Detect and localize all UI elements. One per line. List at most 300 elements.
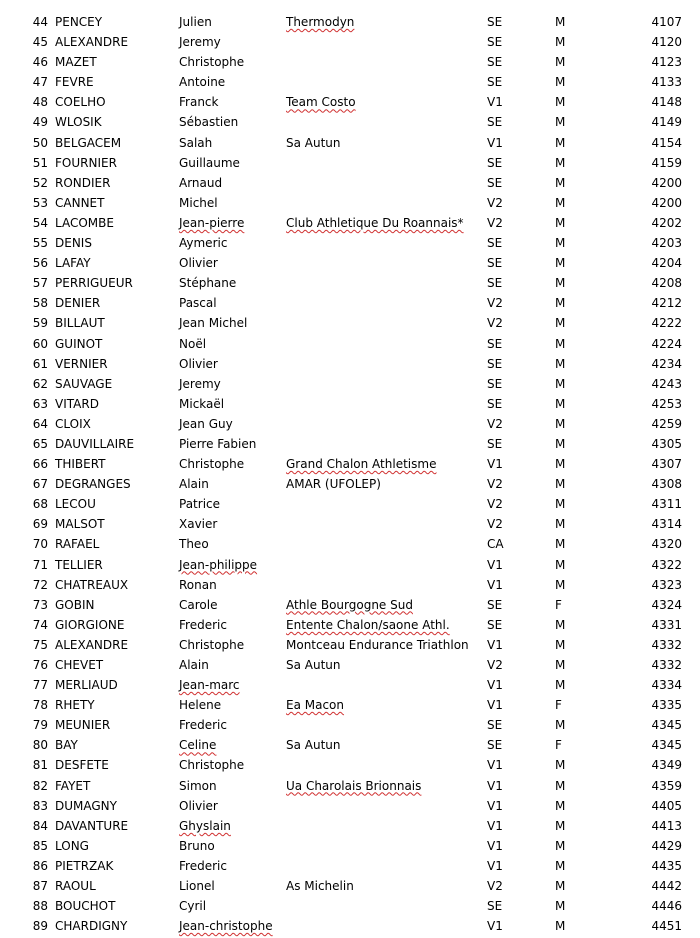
time-cell: 4311	[651, 497, 682, 512]
category-cell: V1	[487, 778, 503, 793]
category-cell: V1	[487, 698, 503, 713]
time-cell: 4435	[651, 858, 682, 873]
table-row	[0, 313, 700, 333]
first-name-cell: Olivier	[179, 256, 218, 271]
time-cell: 4359	[651, 778, 682, 793]
sex-cell: M	[555, 858, 566, 873]
table-row	[0, 575, 700, 595]
category-cell: V1	[487, 557, 503, 572]
time-cell: 4451	[651, 919, 682, 934]
rank-cell: 59	[32, 316, 48, 331]
time-cell: 4307	[651, 457, 682, 472]
last-name-cell: LACOMBE	[55, 215, 114, 230]
first-name-cell: Cyril	[179, 899, 207, 914]
first-name-cell: Noël	[179, 336, 207, 351]
last-name-cell: DAUVILLAIRE	[55, 436, 135, 451]
time-cell: 4120	[651, 35, 682, 50]
rank-cell: 87	[32, 879, 48, 894]
rank-cell: 74	[32, 617, 48, 632]
rank-cell: 56	[32, 256, 48, 271]
table-row	[0, 334, 700, 354]
rank-cell: 68	[32, 497, 48, 512]
last-name-cell: DENIER	[55, 296, 101, 311]
time-cell: 4332	[651, 658, 682, 672]
time-cell: 4334	[651, 678, 682, 693]
category-cell: V2	[487, 477, 503, 492]
rank-cell: 86	[32, 858, 48, 873]
category-cell: SE	[487, 597, 503, 612]
sex-cell: M	[555, 436, 566, 451]
time-cell: 4335	[651, 698, 682, 713]
rank-cell: 52	[32, 175, 48, 190]
time-cell: 4208	[651, 276, 682, 291]
table-row	[0, 92, 700, 112]
category-cell: V2	[487, 497, 503, 512]
first-name-cell: Christophe	[179, 637, 245, 652]
last-name-cell: ALEXANDRE	[55, 35, 129, 50]
last-name-cell: CHEVET	[55, 658, 104, 672]
time-cell: 4345	[651, 738, 682, 753]
sex-cell: M	[555, 517, 566, 532]
last-name-cell: CLOIX	[55, 416, 91, 431]
sex-cell: M	[555, 658, 566, 672]
table-row	[0, 112, 700, 132]
rank-cell: 50	[32, 135, 48, 150]
first-name-cell: Celine	[179, 738, 217, 753]
sex-cell: M	[555, 55, 566, 70]
rank-cell: 48	[32, 95, 48, 110]
club-cell: Thermodyn	[286, 15, 355, 29]
first-name-cell: Frederic	[179, 718, 227, 733]
rank-cell: 73	[32, 597, 48, 612]
table-row	[0, 896, 700, 916]
table-row	[0, 153, 700, 173]
time-cell: 4212	[651, 296, 682, 311]
sex-cell: M	[555, 557, 566, 572]
first-name-cell: Jean Guy	[179, 416, 233, 431]
last-name-cell: CANNET	[55, 195, 105, 210]
time-cell: 4405	[651, 798, 682, 813]
time-cell: 4442	[651, 879, 682, 894]
time-cell: 4243	[651, 376, 682, 391]
first-name-cell: Helene	[179, 698, 222, 713]
sex-cell: M	[555, 798, 566, 813]
sex-cell: M	[555, 416, 566, 431]
category-cell: SE	[487, 236, 503, 251]
table-row	[0, 635, 700, 655]
time-cell: 4332	[651, 637, 682, 652]
time-cell: 4308	[651, 477, 682, 492]
time-cell: 4234	[651, 356, 682, 371]
last-name-cell: MALSOT	[55, 517, 105, 532]
club-cell: Entente Chalon/saone Athl.	[286, 617, 450, 632]
table-row	[0, 72, 700, 92]
category-cell: SE	[487, 276, 503, 291]
sex-cell: M	[555, 256, 566, 271]
last-name-cell: LAFAY	[55, 256, 91, 271]
rank-cell: 70	[32, 537, 48, 552]
last-name-cell: BOUCHOT	[55, 899, 116, 914]
category-cell: V1	[487, 758, 503, 773]
table-row	[0, 273, 700, 293]
sex-cell: M	[555, 718, 566, 733]
time-cell: 4148	[651, 95, 682, 110]
table-row	[0, 434, 700, 454]
time-cell: 4203	[651, 236, 682, 251]
rank-cell: 69	[32, 517, 48, 532]
sex-cell: M	[555, 35, 566, 50]
rank-cell: 51	[32, 155, 48, 170]
first-name-cell: Aymeric	[179, 236, 228, 251]
rank-cell: 80	[32, 738, 48, 753]
last-name-cell: WLOSIK	[55, 115, 102, 130]
time-cell: 4259	[651, 416, 682, 431]
table-row	[0, 414, 700, 434]
first-name-cell: Antoine	[179, 75, 226, 90]
last-name-cell: VITARD	[55, 396, 99, 411]
sex-cell: M	[555, 919, 566, 934]
table-row	[0, 916, 700, 936]
last-name-cell: GUINOT	[55, 336, 103, 351]
first-name-cell: Michel	[179, 195, 218, 210]
category-cell: SE	[487, 899, 503, 914]
last-name-cell: BILLAUT	[55, 316, 105, 331]
category-cell: SE	[487, 155, 503, 170]
category-cell: V1	[487, 798, 503, 813]
table-row	[0, 193, 700, 213]
table-row	[0, 856, 700, 876]
last-name-cell: PERRIGUEUR	[55, 276, 133, 291]
first-name-cell: Patrice	[179, 497, 221, 512]
sex-cell: M	[555, 276, 566, 291]
sex-cell: M	[555, 296, 566, 311]
rank-cell: 57	[32, 276, 48, 291]
sex-cell: M	[555, 577, 566, 592]
first-name-cell: Olivier	[179, 356, 218, 371]
sex-cell: M	[555, 497, 566, 512]
sex-cell: M	[555, 617, 566, 632]
first-name-cell: Christophe	[179, 55, 245, 70]
last-name-cell: RAFAEL	[55, 537, 100, 552]
rank-cell: 55	[32, 236, 48, 251]
category-cell: CA	[487, 537, 504, 552]
time-cell: 4253	[651, 396, 682, 411]
time-cell: 4149	[651, 115, 682, 130]
first-name-cell: Christophe	[179, 758, 245, 773]
category-cell: V1	[487, 637, 503, 652]
last-name-cell: RONDIER	[55, 175, 111, 190]
table-row	[0, 494, 700, 514]
club-cell: AMAR (UFOLEP)	[286, 477, 381, 492]
time-cell: 4159	[651, 155, 682, 170]
category-cell: V1	[487, 858, 503, 873]
time-cell: 4107	[651, 15, 682, 29]
last-name-cell: BAY	[55, 738, 78, 753]
category-cell: SE	[487, 718, 503, 733]
last-name-cell: FOURNIER	[55, 155, 117, 170]
table-row	[0, 776, 700, 796]
last-name-cell: MEUNIER	[55, 718, 111, 733]
first-name-cell: Jean-pierre	[179, 215, 245, 230]
last-name-cell: LECOU	[55, 497, 96, 512]
time-cell: 4446	[651, 899, 682, 914]
last-name-cell: CHARDIGNY	[55, 919, 128, 934]
time-cell: 4305	[651, 436, 682, 451]
rank-cell: 79	[32, 718, 48, 733]
table-row	[0, 233, 700, 253]
sex-cell: M	[555, 336, 566, 351]
table-row	[0, 12, 700, 32]
rank-cell: 63	[32, 396, 48, 411]
category-cell: V1	[487, 457, 503, 472]
first-name-cell: Guillaume	[179, 155, 240, 170]
sex-cell: M	[555, 778, 566, 793]
category-cell: SE	[487, 617, 503, 632]
club-cell: Athle Bourgogne Sud	[286, 597, 413, 612]
sex-cell: M	[555, 175, 566, 190]
table-row	[0, 715, 700, 735]
first-name-cell: Theo	[179, 537, 209, 552]
club-cell: Grand Chalon Athletisme	[286, 457, 437, 472]
sex-cell: M	[555, 15, 566, 29]
table-row	[0, 534, 700, 554]
first-name-cell: Jean-philippe	[179, 557, 258, 572]
table-row	[0, 655, 700, 675]
last-name-cell: DESFETE	[55, 758, 109, 773]
rank-cell: 85	[32, 838, 48, 853]
first-name-cell: Julien	[179, 15, 212, 29]
category-cell: V1	[487, 95, 503, 110]
first-name-cell: Simon	[179, 778, 217, 793]
category-cell: V1	[487, 818, 503, 833]
rank-cell: 64	[32, 416, 48, 431]
sex-cell: M	[555, 195, 566, 210]
first-name-cell: Ronan	[179, 577, 217, 592]
sex-cell: M	[555, 678, 566, 693]
time-cell: 4413	[651, 818, 682, 833]
table-row	[0, 253, 700, 273]
first-name-cell: Christophe	[179, 457, 245, 472]
table-row	[0, 735, 700, 755]
time-cell: 4200	[651, 175, 682, 190]
first-name-cell: Alain	[179, 658, 209, 672]
last-name-cell: MAZET	[55, 55, 97, 70]
rank-cell: 82	[32, 778, 48, 793]
sex-cell: M	[555, 838, 566, 853]
rank-cell: 58	[32, 296, 48, 311]
rank-cell: 84	[32, 818, 48, 833]
category-cell: V2	[487, 215, 503, 230]
table-row	[0, 133, 700, 153]
sex-cell: M	[555, 758, 566, 773]
rank-cell: 78	[32, 698, 48, 713]
last-name-cell: CHATREAUX	[55, 577, 129, 592]
category-cell: SE	[487, 75, 503, 90]
club-cell: Montceau Endurance Triathlon	[286, 637, 469, 652]
rank-cell: 53	[32, 195, 48, 210]
time-cell: 4204	[651, 256, 682, 271]
rank-cell: 54	[32, 215, 48, 230]
first-name-cell: Alain	[179, 477, 209, 492]
first-name-cell: Lionel	[179, 879, 215, 894]
first-name-cell: Olivier	[179, 798, 218, 813]
sex-cell: M	[555, 115, 566, 130]
table-row	[0, 695, 700, 715]
club-cell: Sa Autun	[286, 738, 341, 753]
club-cell: Ua Charolais Brionnais	[286, 778, 422, 793]
time-cell: 4222	[651, 316, 682, 331]
last-name-cell: FAYET	[55, 778, 91, 793]
category-cell: SE	[487, 396, 503, 411]
sex-cell: M	[555, 215, 566, 230]
category-cell: SE	[487, 115, 503, 130]
last-name-cell: SAUVAGE	[55, 376, 113, 391]
time-cell: 4123	[651, 55, 682, 70]
first-name-cell: Bruno	[179, 838, 215, 853]
rank-cell: 71	[32, 557, 48, 572]
sex-cell: M	[555, 155, 566, 170]
table-row	[0, 615, 700, 635]
first-name-cell: Sébastien	[179, 115, 239, 130]
last-name-cell: DUMAGNY	[55, 798, 117, 813]
category-cell: V2	[487, 517, 503, 532]
rank-cell: 61	[32, 356, 48, 371]
first-name-cell: Salah	[179, 135, 213, 150]
first-name-cell: Stéphane	[179, 276, 237, 291]
category-cell: SE	[487, 55, 503, 70]
rank-cell: 76	[32, 658, 48, 672]
first-name-cell: Jeremy	[179, 376, 221, 391]
last-name-cell: GIORGIONE	[55, 617, 125, 632]
sex-cell: M	[555, 95, 566, 110]
time-cell: 4200	[651, 195, 682, 210]
sex-cell: M	[555, 376, 566, 391]
first-name-cell: Frederic	[179, 617, 227, 632]
category-cell: SE	[487, 738, 503, 753]
first-name-cell: Ghyslain	[179, 818, 231, 833]
first-name-cell: Pascal	[179, 296, 217, 311]
rank-cell: 77	[32, 678, 48, 693]
category-cell: SE	[487, 356, 503, 371]
club-cell: As Michelin	[286, 879, 354, 894]
rank-cell: 81	[32, 758, 48, 773]
sex-cell: M	[555, 899, 566, 914]
sex-cell: M	[555, 396, 566, 411]
time-cell: 4323	[651, 577, 682, 592]
category-cell: SE	[487, 256, 503, 271]
first-name-cell: Frederic	[179, 858, 227, 873]
rank-cell: 49	[32, 115, 48, 130]
time-cell: 4429	[651, 838, 682, 853]
club-cell: Club Athletique Du Roannais*	[286, 215, 464, 230]
table-row	[0, 474, 700, 494]
category-cell: V2	[487, 195, 503, 210]
last-name-cell: PIETRZAK	[55, 858, 114, 873]
last-name-cell: BELGACEM	[55, 135, 122, 150]
first-name-cell: Jeremy	[179, 35, 221, 50]
sex-cell: M	[555, 818, 566, 833]
last-name-cell: LONG	[55, 838, 89, 853]
sex-cell: M	[555, 75, 566, 90]
table-row	[0, 595, 700, 615]
category-cell: SE	[487, 376, 503, 391]
sex-cell: M	[555, 537, 566, 552]
sex-cell: M	[555, 356, 566, 371]
last-name-cell: THIBERT	[55, 457, 106, 472]
time-cell: 4314	[651, 517, 682, 532]
last-name-cell: ALEXANDRE	[55, 637, 129, 652]
last-name-cell: DENIS	[55, 236, 92, 251]
rank-cell: 89	[32, 919, 48, 934]
category-cell: V1	[487, 577, 503, 592]
first-name-cell: Xavier	[179, 517, 218, 532]
rank-cell: 65	[32, 436, 48, 451]
table-row	[0, 213, 700, 233]
first-name-cell: Jean-christophe	[179, 919, 273, 934]
table-row	[0, 816, 700, 836]
rank-cell: 67	[32, 477, 48, 492]
last-name-cell: FEVRE	[55, 75, 94, 90]
rank-cell: 72	[32, 577, 48, 592]
rank-cell: 88	[32, 899, 48, 914]
first-name-cell: Jean-marc	[179, 678, 240, 693]
table-row	[0, 836, 700, 856]
last-name-cell: TELLIER	[55, 557, 103, 572]
sex-cell: M	[555, 637, 566, 652]
time-cell: 4322	[651, 557, 682, 572]
club-cell: Ea Macon	[286, 698, 345, 713]
category-cell: SE	[487, 35, 503, 50]
last-name-cell: COELHO	[55, 95, 106, 110]
time-cell: 4331	[651, 617, 682, 632]
table-row	[0, 755, 700, 775]
category-cell: V2	[487, 658, 503, 672]
time-cell: 4154	[651, 135, 682, 150]
first-name-cell: Arnaud	[179, 175, 223, 190]
category-cell: V2	[487, 879, 503, 894]
category-cell: SE	[487, 15, 503, 29]
first-name-cell: Carole	[179, 597, 218, 612]
category-cell: V2	[487, 416, 503, 431]
table-row	[0, 354, 700, 374]
first-name-cell: Franck	[179, 95, 219, 110]
results-table	[0, 12, 700, 936]
time-cell: 4320	[651, 537, 682, 552]
sex-cell: M	[555, 316, 566, 331]
last-name-cell: VERNIER	[55, 356, 108, 371]
last-name-cell: DEGRANGES	[55, 477, 131, 492]
rank-cell: 60	[32, 336, 48, 351]
first-name-cell: Jean Michel	[179, 316, 248, 331]
table-row	[0, 374, 700, 394]
category-cell: V2	[487, 316, 503, 331]
rank-cell: 46	[32, 55, 48, 70]
table-row	[0, 555, 700, 575]
category-cell: SE	[487, 336, 503, 351]
time-cell: 4202	[651, 215, 682, 230]
sex-cell: M	[555, 236, 566, 251]
category-cell: SE	[487, 436, 503, 451]
rank-cell: 75	[32, 637, 48, 652]
sex-cell: M	[555, 477, 566, 492]
table-row	[0, 173, 700, 193]
last-name-cell: GOBIN	[55, 597, 95, 612]
time-cell: 4224	[651, 336, 682, 351]
rank-cell: 44	[32, 15, 48, 29]
sex-cell: F	[555, 698, 562, 713]
last-name-cell: RHETY	[55, 698, 95, 713]
sex-cell: F	[555, 738, 562, 753]
